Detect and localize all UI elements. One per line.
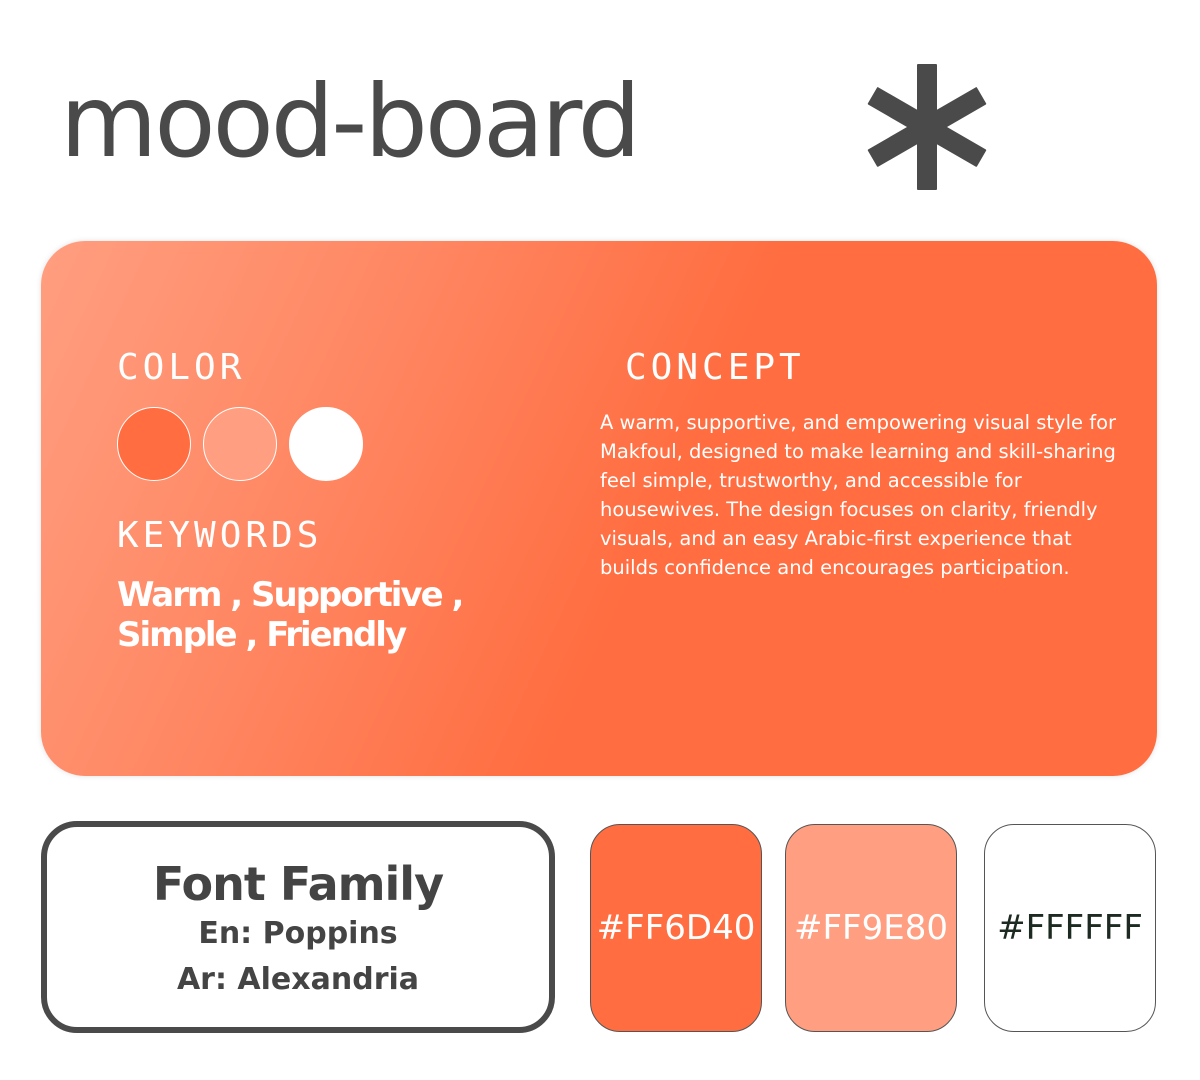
concept-card — [41, 241, 1157, 776]
color-swatches — [117, 407, 363, 481]
font-english: En: Poppins — [198, 916, 398, 951]
palette-tile-peach: #FF9E80 — [785, 824, 957, 1032]
font-family-card — [41, 821, 555, 1033]
color-heading: COLOR — [117, 347, 246, 388]
swatch-dot-orange — [117, 407, 191, 481]
swatch-dot-peach — [203, 407, 277, 481]
concept-description: A warm, supportive, and empowering visual style for Makfoul, designed to make learning and skill-sharing feel simple, trustworthy, and accessible for housewives. The design focuses on clarity, friendly visuals, and an easy Arabic-first experience that builds confidence and encourages participation. — [600, 411, 1117, 579]
keywords-heading: KEYWORDS — [117, 515, 323, 556]
font-arabic: Ar: Alexandria — [176, 962, 420, 997]
swatch-dot-white — [289, 407, 363, 481]
font-family-title: Font Family — [152, 857, 444, 911]
palette-tile-white: #FFFFFF — [984, 824, 1156, 1032]
concept-heading: CONCEPT — [625, 347, 805, 388]
palette-tile-orange: #FF6D40 — [590, 824, 762, 1032]
page-title: mood-board — [60, 63, 639, 180]
asterisk-icon — [862, 60, 992, 195]
keywords-text: Warm , Supportive , Simple , Friendly — [117, 575, 463, 655]
